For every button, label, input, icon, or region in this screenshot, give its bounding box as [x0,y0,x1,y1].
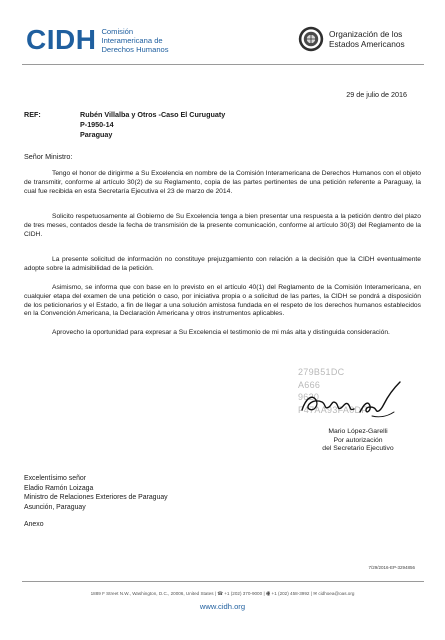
signature-verification-code: 279B51DC A666 9620 F47AA93FA0DF [298,367,368,415]
footer-divider [22,581,424,582]
ref-petition-number: P-1950-14 [80,120,114,129]
ref-country: Paraguay [80,130,113,139]
cidh-wordmark: CIDH [26,24,97,55]
body-paragraph: Asimismo, se informa que con base en lo previsto en el artículo 40(1) del Reglamento de la Comisión Interamericana, en cualquier etapa del examen de una petición o caso, por iniciativa propia o a solicitud de las partes, la CIDH se pondrá a disposición de los peticionarios y el Estado, a fin de llegar a una solución amistosa fundada en el respeto de los derechos humanos establecidos en la Convención Americana, la Declaración Americana y otros instrumentos aplicables. [24,284,421,318]
cidh-full-name: Comisión Interamericana de Derechos Humanos [101,26,169,54]
body-paragraph: Tengo el honor de dirigirme a Su Excelencia en nombre de la Comisión Interamericana de Derechos Humanos con el objeto de transmitir, conforme al artículo 30(2) de su Reglamento, copia de las partes pertinentes de una petición referente a Paraguay, la cual fue recibida en esta Secretaría Ejecutiva el 23 de marzo de 2014. [24,170,421,195]
cidh-logo [26,26,169,54]
header-divider [22,64,424,65]
ref-case-name: Rubén Villalba y Otros -Caso El Curuguaty [80,110,226,119]
salutation: Señor Ministro: [24,152,73,161]
body-paragraph: Solicito respetuosamente al Gobierno de Su Excelencia tenga a bien presentar una respuesta a la petición dentro del plazo de tres meses, contados desde la fecha de transmisión de la presente comunicación, conforme al artículo 30(3) del Reglamento de la CIDH. [24,213,421,238]
signer-name: Mario López-Garelli [328,428,388,435]
oas-seal-icon [298,26,324,52]
signer-block: Mario López-Garelli Por autorización del Secretario Ejecutivo [310,428,406,454]
footer-contact: 1889 F Street N.W., Washington, D.C., 20006, United States | ☎ +1 (202) 370-9000 | 🖷 +1 (202) 458-3992 | ✉ cidhoea@oas.org [90,591,355,596]
handwritten-signature [296,376,406,424]
body-paragraph: La presente solicitud de información no constituye prejuzgamiento con relación a la decisión que la CIDH eventualmente adopte sobre la admisibilidad de la petición. [24,256,421,272]
oas-logo [298,26,405,52]
oas-name: Organización de los Estados Americanos [329,29,405,49]
closing-paragraph: Aprovecho la oportunidad para expresar a Su Excelencia el testimonio de mi más alta y distinguida consideración. [52,329,390,336]
annex-label: Anexo [24,521,44,528]
ref-label: REF: [24,110,41,119]
recipient-address: Excelentísimo señor Eladio Ramón Loizaga Ministro de Relaciones Exteriores de Paraguay Asunción, Paraguay [24,475,168,511]
ref-details [80,110,225,140]
letter-date: 29 de julio de 2016 [346,90,407,99]
footer-website: www.cidh.org [199,602,246,611]
document-code: 7/29/2016-EP-3294856 [368,565,415,570]
